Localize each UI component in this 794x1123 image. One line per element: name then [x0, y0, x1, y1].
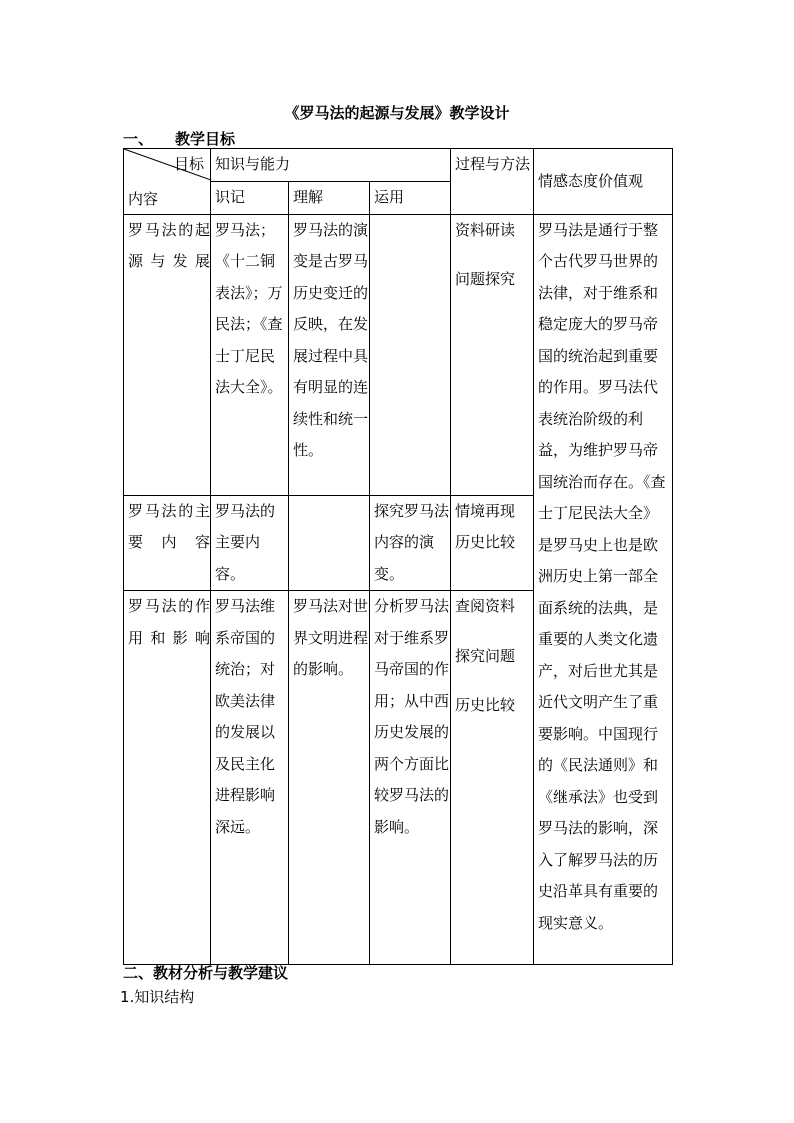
process-item: 查阅资料: [455, 597, 516, 615]
section-number: 一、: [123, 130, 154, 148]
row-remember-cell: 罗马法；《十二铜表法》；万民法；《查士丁尼民法大全》。: [211, 214, 289, 495]
corner-label-objective: 目标: [173, 155, 204, 173]
row-understand-cell: [289, 495, 370, 591]
section-title: 教学目标: [175, 130, 236, 148]
process-item: 历史比较: [455, 696, 516, 714]
row-understand-cell: 罗马法的演变是古罗马历史变迁的反映，在发展过程中具有明显的连续性和统一性。: [289, 214, 370, 495]
table-corner-cell: [124, 149, 211, 215]
emotion-values-cell: 罗马法是通行于整个古代罗马世界的法律，对于维系和稳定庞大的罗马帝国的统治起到重要的作用。罗马法代表统治阶级的利益，为维护罗马帝国统治而存在。《查士丁尼民法大全》是罗马史上也是欧洲历史上第一部全面系统的法典，是重要的人类文化遗产，对后世尤其是近代文明产生了重要影响。中国现行的《民法通则》和《继承法》也受到罗马法的影响，深入了解罗马法的历史沿革具有重要的现实意义。: [534, 214, 673, 965]
header-process-method: 过程与方法: [451, 149, 534, 215]
row-understand-cell: 罗马法对世界文明进程的影响。: [289, 591, 370, 965]
process-item: 问题探究: [455, 270, 516, 288]
section-heading-objectives: [123, 128, 235, 149]
row-apply-cell: 探究罗马法内容的演变。: [370, 495, 451, 591]
row-remember-cell: 罗马法维系帝国的统治；对欧美法律的发展以及民主化进程影响深远。: [211, 591, 289, 965]
objectives-table: [123, 148, 673, 965]
row-apply-cell: [370, 214, 451, 495]
document-title: 《罗马法的起源与发展》教学设计: [284, 104, 510, 122]
process-item: 探究问题: [455, 646, 516, 665]
header-emotion-values: 情感态度价值观: [534, 149, 673, 215]
process-item: 历史比较: [455, 533, 516, 551]
section-heading-analysis: 二、教材分析与教学建议: [123, 964, 289, 982]
process-item: 情境再现: [455, 501, 516, 520]
header-apply: 运用: [370, 182, 451, 215]
row-content-cell: 罗马法的起源与发展: [124, 214, 211, 495]
row-process-cell: [451, 591, 534, 965]
header-understand: 理解: [289, 182, 370, 215]
row-content-cell: 罗马法的主要内容: [124, 495, 211, 591]
row-process-cell: [451, 495, 534, 591]
row-content-cell: 罗马法的作用和影响: [124, 591, 211, 965]
row-remember-cell: 罗马法的主要内容。: [211, 495, 289, 591]
header-remember: 识记: [211, 182, 289, 215]
corner-label-content: 内容: [128, 189, 159, 208]
process-item: 资料研读: [455, 220, 516, 239]
row-process-cell: [451, 214, 534, 495]
header-knowledge-ability: 知识与能力: [211, 149, 451, 182]
row-apply-cell: 分析罗马法对于维系罗马帝国的作用；从中西历史发展的两个方面比较罗马法的影响。: [370, 591, 451, 965]
subsection-heading: 1.知识结构: [120, 988, 195, 1006]
